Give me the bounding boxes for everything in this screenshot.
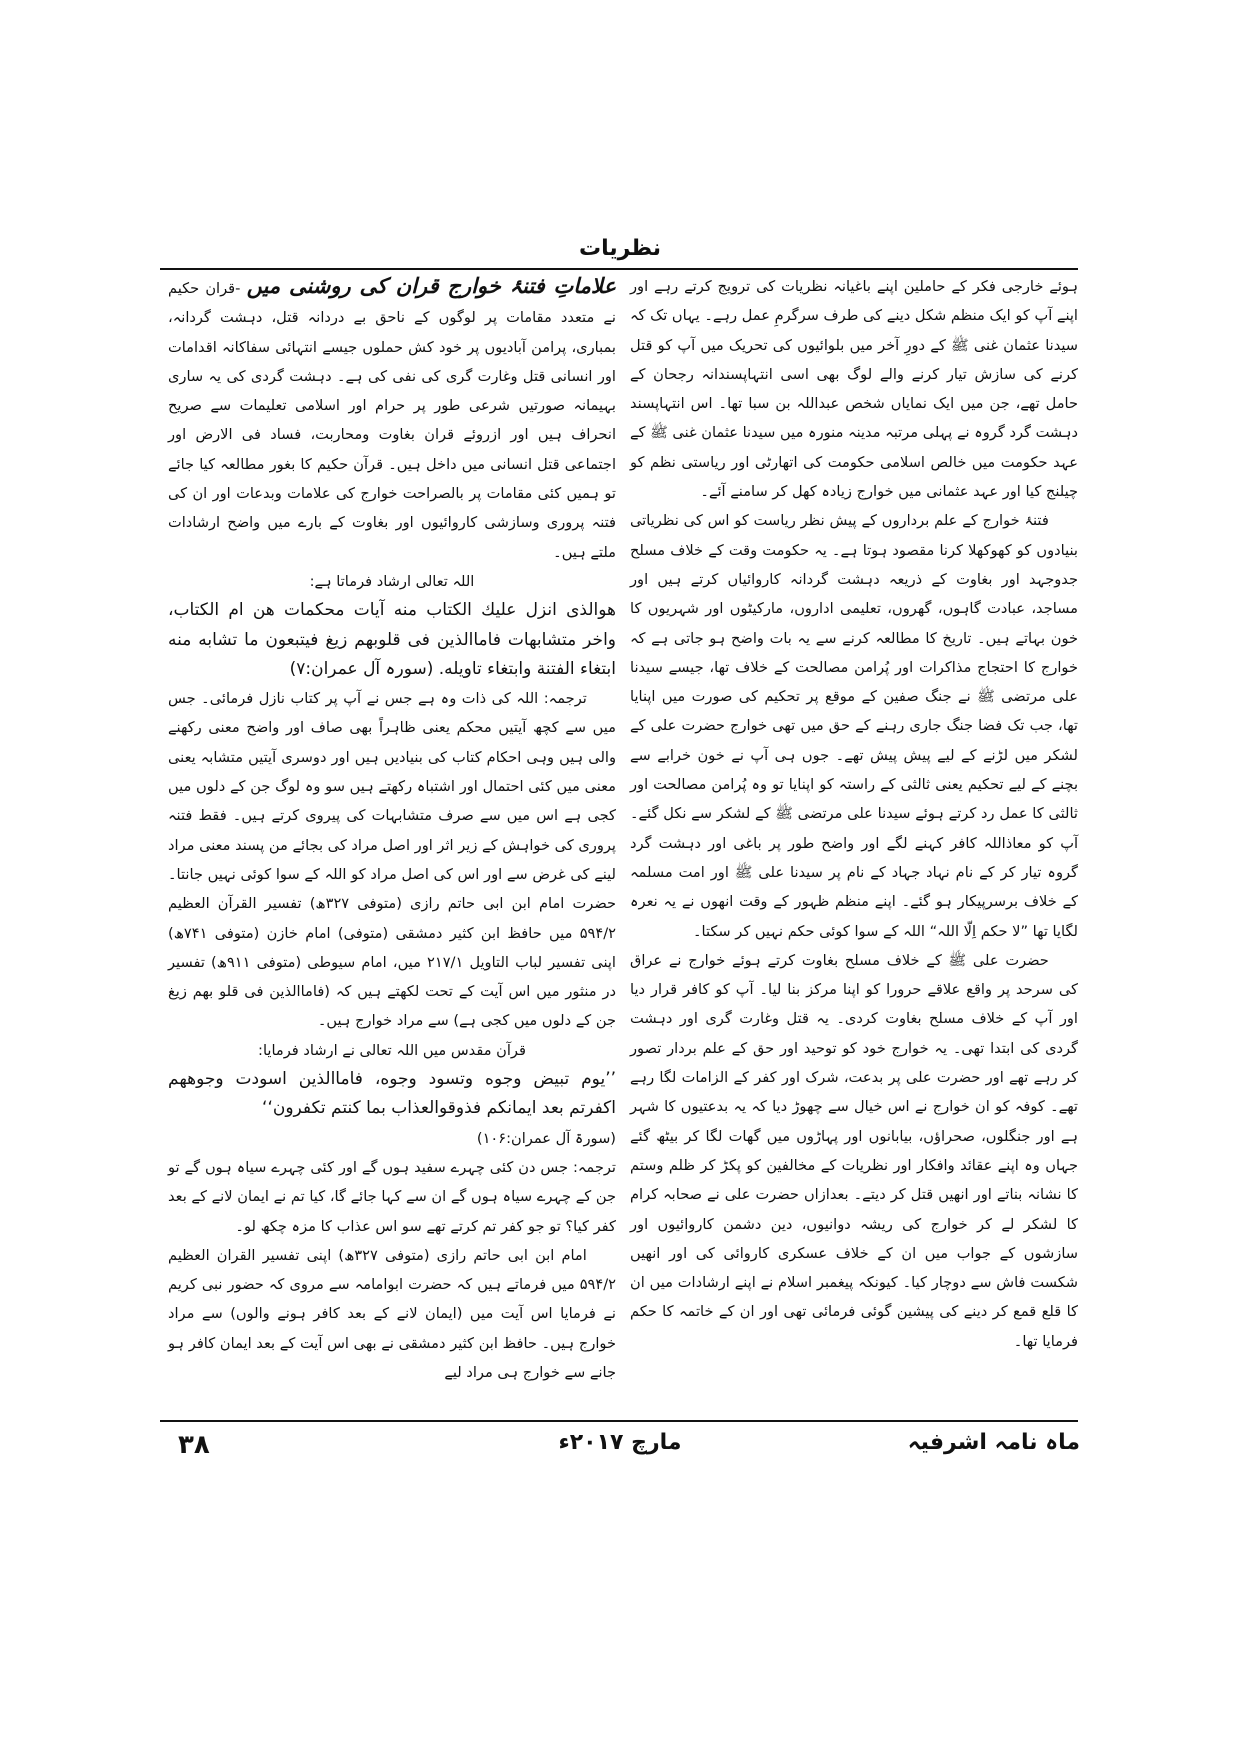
verse-1-reference: (سورہ آل عمران:۷) [289,658,434,679]
left-paragraph-1-text: -قران حکیم نے متعدد مقامات پر لوگوں کے ناحق بے دردانہ قتل، دہشت گردانہ، بمباری، پرامن آبادیوں پر خود کش حملوں جیسے انتہائی سفاکانہ اقدامات اور انسانی قتل وغارت گری کی نفی کی ہے۔ دہشت گردی کی یہ ساری بہیمانہ صورتیں شرعی طور پر حرام اور اسلامی تعلیمات سے صریح انحراف ہیں اور ازروئے قران بغاوت ومحاربت، فساد فی الارض اور اجتماعی قتل انسانی میں داخل ہیں۔ قرآن حکیم کا بغور مطالعہ کیا جائے تو ہمیں کئی مقامات پر بالصراحت خوارج کی علامات وبدعات اور ان کی فتنہ پروری وسازشی کاروائیوں اور بغاوت کے بارے میں واضح ارشادات ملتے ہیں۔ [168,280,616,561]
footer-page-number: ۳۸ [178,1430,210,1460]
verse-intro-1: اللہ تعالی ارشاد فرماتا ہے: [309,572,475,590]
footer-magazine-name: ماہ نامہ اشرفیہ [907,1430,1080,1455]
quran-verse-1 [168,596,616,684]
right-paragraph-3: حضرت علی ﷺ کے خلاف مسلح بغاوت کرتے ہوئے خوارج نے عراق کی سرحد پر واقع علاقے حرورا کو اپنا مرکز بنا لیا۔ آپ کو کافر قرار دیا اور آپ کے خلاف مسلح بغاوت کردی۔ یہ قتل وغارت گری اور دہشت گردی کی ابتدا تھی۔ یہ خوارج خود کو توحید اور حق کے علم بردار تصور کر رہے تھے اور حضرت علی پر بدعت، شرک اور کفر کے الزامات لگا رہے تھے۔ کوفہ کو ان خوارج نے اس خیال سے چھوڑ دیا کہ یہ بدعتیوں کا شہر ہے اور جنگلوں، صحراؤں، بیابانوں اور پہاڑوں میں گھات لگا کر بیٹھ گئے جہاں وہ اپنے عقائد وافکار اور نظریات کے مخالفین کو پکڑ کر ظلم وستم کا نشانہ بناتے اور انھیں قتل کر دیتے۔ بعدازاں حضرت علی نے صحابہ کرام کا لشکر لے کر خوارج کی ریشہ دوانیوں، دین دشمن کاروائیوں اور سازشوں کے جواب میں ان کے خلاف عسکری کاروائی کی اور انھیں شکست فاش سے دوچار کیا۔ کیونکہ پیغمبر اسلام نے اپنے ارشادات میں ان کا قلع قمع کر دینے کی پیشین گوئی فرمائی تھی اور ان کے خاتمہ کا حکم فرمایا تھا۔ [630,951,1078,1350]
right-paragraph-2: فتنۂ خوارج کے علم برداروں کے پیش نظر ریاست کو اس کی نظریاتی بنیادوں کو کھوکھلا کرنا مقصود ہوتا ہے۔ یہ حکومت وقت کے خلاف مسلح جدوجہد اور بغاوت کے ذریعہ دہشت گردانہ کاروائیاں کرتے ہیں اور مساجد، عبادت گاہوں، گھروں، تعلیمی اداروں، مارکیٹوں اور شہریوں کا خون بہاتے ہیں۔ تاریخ کا مطالعہ کرنے سے یہ بات واضح ہو جاتی ہے کہ خوارج کا احتجاج مذاکرات اور پُرامن مصالحت کے خلاف تھا، جیسے سیدنا علی مرتضی ﷺ نے جنگ صفین کے موقع پر تحکیم کی صورت میں اپنایا تھا، جب تک فضا جنگ جاری رہنے کے حق میں تھی خوارج حضرت علی کے لشکر میں لڑنے کے لیے پیش پیش تھے۔ جوں ہی آپ نے خون خرابے سے بچنے کے لیے تحکیم یعنی ثالثی کے راستہ کو اپنایا تو وہ پُرامن مصالحت اور ثالثی کا عمل رد کرتے ہوئے سیدنا علی مرتضی ﷺ کے لشکر سے نکل گئے۔ آپ کو معاذاللہ کافر کہنے لگے اور واضح طور پر باغی اور دہشت گرد گروہ تیار کر کے نام نہاد جہاد کے نام پر سیدنا علی ﷺ اور امت مسلمہ کے خلاف برسرپیکار ہو گئے۔ اپنے منظم ظہور کے وقت انھوں نے یہ نعرہ لگایا تھا ”لا حکم اِلّا اللہ“ اللہ کے سوا کوئی حکم نہیں کر سکتا۔ [630,512,1078,940]
quran-verse-2: ’’يوم تبيض وجوه وتسود وجوه، فاماالذين اسودت وجوههم اكفرتم بعد ايمانكم فذوقوالعذاب بما كنتم تكفرون‘‘ [168,1069,616,1119]
left-paragraph-4: امام ابن ابی حاتم رازی (متوفی ۳۲۷ھ) اپنی تفسیر القران العظیم ۵۹۴/۲ میں فرماتے ہیں کہ حضرت ابوامامہ سے مروی کہ حضور نبی کریم نے فرمایا اس آیت میں (ایمان لانے کے بعد کافر ہونے والوں) سے مراد خوارج ہیں۔ حافظ ابن کثیر دمشقی نے بھی اس آیت کے بعد ایمان کافر ہو جانے سے خوارج ہی مراد لیے [168,1246,616,1381]
footer-rule [160,1420,1078,1422]
page-header-title: نظریات [578,236,661,261]
header-rule [160,268,1078,270]
left-paragraph-3: ترجمہ: جس دن کئی چہرے سفید ہوں گے اور کئی چہرے سیاہ ہوں گے تو جن کے چہرے سیاہ ہوں گے ان سے کہا جائے گا، کیا تم نے ایمان لانے کے بعد کفر کیا؟ تو جو کفر تم کرتے تھے سو اس عذاب کا مزہ چکھ لو۔ [168,1158,616,1235]
left-paragraph-2: ترجمہ: اللہ کی ذات وہ ہے جس نے آپ پر کتاب نازل فرمائی۔ جس میں سے کچھ آیتیں محکم یعنی ظاہراً بھی صاف اور واضح معنی رکھنے والی ہیں وہی احکام کتاب کی بنیادیں ہیں اور دوسری آیتیں متشابہ یعنی معنی میں کئی احتمال اور اشتباہ رکھتے ہیں سو وہ لوگ جن کے دلوں میں کجی ہے اس میں سے صرف متشابہات کی پیروی کرتے ہیں۔ فقط فتنہ پروری کی خواہش کے زیر اثر اور اصل مراد کی بجائے من پسند معنی مراد لینے کی غرض سے اور اس کی اصل مراد کو اللہ کے سوا کوئی نہیں جانتا۔ حضرت امام ابن ابی حاتم رازی (متوفی ۳۲۷ھ) تفسیر القرآن العظیم ۵۹۴/۲ میں حافظ ابن کثیر دمشقی (متوفی) امام خازن (متوفی ۷۴۱ھ) اپنی تفسیر لباب التاویل ۲۱۷/۱ میں، امام سیوطی (متوفی ۹۱۱ھ) تفسیر در منثور میں اس آیت کے تحت لکھتے ہیں کہ (فاماالذين فى قلو بهم زيغ جن کے دلوں میں کجی ہے) سے مراد خوارج ہیں۔ [168,690,616,1030]
left-column [168,272,616,1387]
quran-verse-1-text: هوالذى انزل عليك الكتاب منه آيات محكمات هن ام الكتاب، واخر متشابهات فاماالذين فى قلوبهم زيغ فيتبعون ما تشابه منه ابتغاء الفتنة وابتغاء تاويله. [168,600,616,679]
verse-intro-2: قرآن مقدس میں اللہ تعالی نے ارشاد فرمایا: [258,1041,526,1059]
right-paragraph-1: ہوئے خارجی فکر کے حاملین اپنے باغیانہ نظریات کی ترویج کرتے رہے اور اپنے آپ کو ایک منظم شکل دینے کی طرف سرگرمِ عمل رہے۔ یہاں تک کہ سیدنا عثمان غنی ﷺ کے دورِ آخر میں بلوائیوں کی تحریک میں آپ کو قتل کرنے کی سازش تیار کرنے والے لوگ بھی اسی انتہاپسندانہ رجحان کے حامل تھے، جن میں ایک نمایاں شخص عبداللہ بن سبا تھا۔ اس انتہاپسند دہشت گرد گروہ نے پہلی مرتبہ مدینہ منورہ میں سیدنا عثمان غنی ﷺ کے عہد حکومت میں خالص اسلامی حکومت کی اتھارٹی اور ریاستی نظم کو چیلنج کیا اور عہد عثمانی میں خوارج زیادہ کھل کر سامنے آئے۔ [630,278,1078,501]
right-column [630,272,1078,1356]
footer-date: مارچ ۲۰۱۷ء [558,1430,682,1455]
left-paragraph-1 [168,272,616,567]
verse-2-reference: (سورۃ آل عمران:۱۰۶) [476,1129,616,1147]
section-heading: علاماتِ فتنۂ خوارج قران کی روشنی میں [246,274,616,298]
